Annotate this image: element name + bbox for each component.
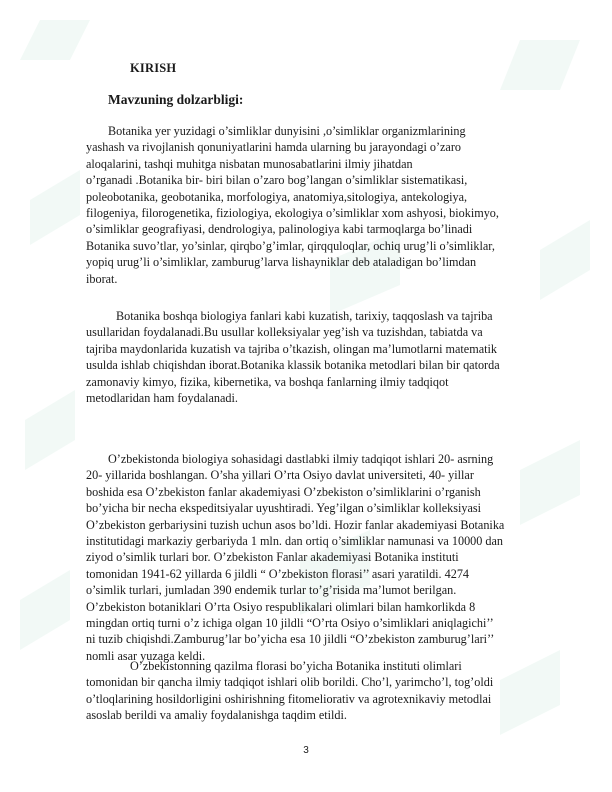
paragraph-line: Botanika boshqa biologiya fanlari kabi kuzatish, tarixiy, taqqoslash va tajriba xyxy=(116,309,493,323)
paragraph-line: O’zbekiston botaniklari O’rta Osiyo respublikalari olimlari bilan hamkorlikda 8 xyxy=(86,599,476,614)
paragraph-line: o’simlik turlari, jumladan 390 endemik turlar to’g’risida ma’lumot berilgan. xyxy=(86,583,457,598)
paragraph-2 xyxy=(86,308,546,406)
paragraph-line: boshida esa O’zbekiston fanlar akademiyasi O’zbekiston o’simliklarini o’rganish xyxy=(86,484,481,499)
paragraph-line: yopiq urug’li o’simliklar, zamburug’larva lishayniklar deb ataladigan bo’limdan xyxy=(86,255,477,270)
paragraph-line: filogeniya, filorogenetika, fiziologiya, ekologiya o’simliklar xom ashyosi, biokimyo, xyxy=(86,206,499,221)
paragraph-1 xyxy=(86,123,546,287)
watermark-shape-2 xyxy=(30,170,80,245)
watermark-shape-1 xyxy=(20,20,90,60)
paragraph-line: ziyod o’simlik turlari bor. O’zbekiston Fanlar akademiyasi Botanika instituti xyxy=(86,550,459,565)
paragraph-line: Botanika suvo’tlar, yo’sinlar, qirqbo’g’imlar, qirqquloqlar, ochiq urug’li o’simliklar, xyxy=(86,238,495,253)
watermark-shape-3 xyxy=(25,390,75,470)
paragraph-line: iborat. xyxy=(86,271,118,286)
paragraph-line: ni tuzib chiqishdi.Zamburug’lar bo’yicha esa 10 jildli “O’zbekiston zamburug’lari’’ xyxy=(86,632,495,647)
paragraph-4 xyxy=(86,658,546,724)
paragraph-line: yashash va rivojlanish qonuniyatlarini hamda ularning bu jarayondagi o’zaro xyxy=(86,140,461,155)
paragraph-line: o’tloqlarining hosildorligini oshirishning fitomeliorativ va agrotexnikaviy metodlai xyxy=(86,691,492,706)
paragraph-line: O’zbekistonda biologiya sohasidagi dastlabki ilmiy tadqiqot ishlari 20- asrning xyxy=(108,452,494,466)
paragraph-line: 20- yillarida boshlangan. O’sha yillari O’rta Osiyo davlat universiteti, 40- yillar xyxy=(86,468,474,483)
page-number: 3 xyxy=(303,745,309,756)
paragraph-line: usulda ishlab chiqishdan iborat.Botanika klassik botanika metodlari bilan bir qatorda xyxy=(86,358,500,373)
paragraph-line: institutidagi markaziy gerbariyda 1 mln. dan ortiq o’simliklar namunasi va 10000 dan xyxy=(86,534,503,549)
paragraph-line: bo’yicha bir necha ekspeditsiyalar uyushtiradi. Yeg’ilgan o’simliklar kolleksiyasi xyxy=(86,501,481,516)
paragraph-line: Botanika yer yuzidagi o’simliklar dunyisini ,o’simliklar organizmlarining xyxy=(108,124,466,138)
paragraph-line: o’rganadi .Botanika bir- biri bilan o’zaro bog’langan o’simliklar sistematikasi, xyxy=(86,173,468,188)
section-subheading: Mavzuning dolzarbligi: xyxy=(108,92,244,107)
watermark-shape-5 xyxy=(500,40,580,90)
paragraph-line: poleobotanika, geobotanika, morfologiya, anatomiya,sitologiya, antekologiya, xyxy=(86,189,468,204)
paragraph-line: o’simliklar geografiyasi, dendrologiya, palinologiya kabi tarmoqlarga bo’linadi xyxy=(86,222,473,237)
paragraph-line: zamonaviy kimyo, fizika, kibernetika, va boshqa fanlarning ilmiy tadqiqot xyxy=(86,374,449,389)
document-heading: KIRISH xyxy=(130,61,177,75)
paragraph-line: tajriba maydonlarida kuzatish va tajriba o’tkazish, olingan ma’lumotlarni matematik xyxy=(86,341,497,356)
paragraph-line: metodlaridan ham foydalanadi. xyxy=(86,391,238,406)
paragraph-line: tomonidan 1941-62 yillarda 6 jildli “ O’zbekiston florasi’’ asari yaratildi. 4274 xyxy=(86,566,470,581)
paragraph-line: O’zbekiston gerbariysini tuzish uchun asos bo’ldi. Hozir fanlar akademiyasi Botanika xyxy=(86,517,505,532)
paragraph-line: O’zbekistonning qazilma florasi bo’yicha Botanika instituti olimlari xyxy=(130,659,462,673)
paragraph-line: tomonidan bir qancha ilmiy tadqiqot ishlari olib borildi. Cho’l, yarimcho’l, tog’oldi xyxy=(86,675,494,690)
watermark-shape-6 xyxy=(540,220,590,300)
paragraph-line: usullaridan foydalanadi.Bu usullar kolleksiyalar yeg’ish va tuzishdan, tabiatda va xyxy=(86,325,483,340)
paragraph-line: mingdan ortiq turni o’z ichiga olgan 10 jildli “O’rta Osiyo o’simliklari aniqlagichi’’ xyxy=(86,616,494,631)
paragraph-3 xyxy=(86,451,546,664)
paragraph-line: aloqalarini, tashqi muhitga nisbatan munosabatlarini ilmiy jihatdan xyxy=(86,156,413,171)
watermark-shape-4 xyxy=(20,570,70,650)
paragraph-line: nomli asar yuzaga keldi. xyxy=(86,648,206,663)
paragraph-line: asoslab berildi va amaliy foydalanishga taqdim etildi. xyxy=(86,708,347,723)
